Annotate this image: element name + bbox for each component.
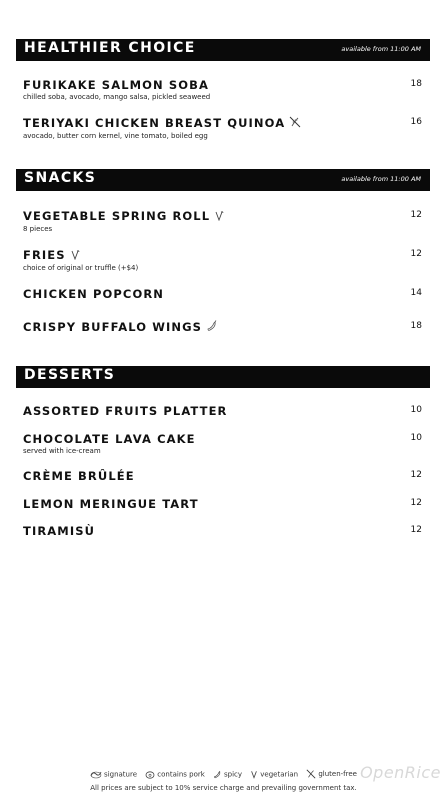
menu-item <box>23 78 423 101</box>
legend-pork: contains pork <box>145 770 205 779</box>
item-name: CHICKEN POPCORN <box>23 287 165 301</box>
item-name: FRIES <box>23 248 66 262</box>
section-title: DESSERTS <box>24 367 116 383</box>
item-price: 10 <box>410 433 422 443</box>
item-name: CHOCOLATE LAVA CAKE <box>23 432 196 446</box>
item-name: FURIKAKE SALMON SOBA <box>23 78 209 92</box>
item-price: 12 <box>410 470 422 480</box>
item-description: served with ice-cream <box>23 447 101 455</box>
item-name: ASSORTED FRUITS PLATTER <box>23 404 228 418</box>
menu-item <box>23 287 423 301</box>
menu-item <box>23 248 423 272</box>
item-price: 12 <box>410 498 422 508</box>
menu-item <box>23 432 423 455</box>
section-header-healthier-choice <box>16 39 430 61</box>
menu-item <box>23 404 423 418</box>
item-description: 8 pieces <box>23 224 53 233</box>
section-availability: available from 11:00 AM <box>341 45 421 53</box>
section-header-desserts <box>16 366 430 388</box>
spicy-icon <box>213 770 224 778</box>
vegetarian-icon <box>214 210 224 224</box>
item-price: 18 <box>410 79 422 89</box>
signature-icon <box>90 770 104 778</box>
spicy-icon <box>206 320 218 335</box>
item-name: TERIYAKI CHICKEN BREAST QUINOA <box>23 116 286 130</box>
section-title: HEALTHIER CHOICE <box>24 40 196 56</box>
menu-item <box>23 320 423 335</box>
gluten-free-icon <box>306 770 318 778</box>
legend-spicy: spicy <box>213 770 242 779</box>
menu-item <box>23 209 423 233</box>
menu-item <box>23 524 423 538</box>
item-price: 10 <box>410 405 422 415</box>
menu-item <box>23 497 423 511</box>
item-price: 16 <box>410 117 422 127</box>
legend-gluten-free: gluten-free <box>306 769 357 779</box>
item-name: LEMON MERINGUE TART <box>23 497 199 511</box>
item-name: CRISPY BUFFALO WINGS <box>23 320 203 334</box>
pork-icon <box>145 770 157 778</box>
item-name: VEGETABLE SPRING ROLL <box>23 209 211 223</box>
item-price: 12 <box>410 249 422 259</box>
item-description: chilled soba, avocado, mango salsa, pickled seaweed <box>23 93 211 101</box>
item-price: 14 <box>410 288 422 298</box>
item-price: 18 <box>410 321 422 331</box>
service-charge-note: All prices are subject to 10% service charge and prevailing government tax. <box>90 784 357 792</box>
legend-vegetarian: vegetarian <box>250 770 298 779</box>
gluten-free-icon <box>289 116 301 131</box>
menu-item <box>23 116 423 140</box>
legend-signature: signature <box>90 770 137 779</box>
item-price: 12 <box>410 210 422 220</box>
item-name: CRÈME BRÛLÉE <box>23 469 135 483</box>
vegetarian-icon <box>70 249 80 263</box>
item-price: 12 <box>410 525 422 535</box>
openrice-watermark: OpenRice <box>360 763 441 782</box>
section-title: SNACKS <box>24 170 97 186</box>
item-description: choice of original or truffle (+$4) <box>23 263 139 272</box>
vegetarian-icon <box>250 770 260 778</box>
section-availability: available from 11:00 AM <box>341 175 421 183</box>
item-name: TIRAMISÙ <box>23 524 96 538</box>
item-description: avocado, butter corn kernel, vine tomato, boiled egg <box>23 132 208 140</box>
menu-item <box>23 469 423 483</box>
section-header-snacks <box>16 169 430 191</box>
